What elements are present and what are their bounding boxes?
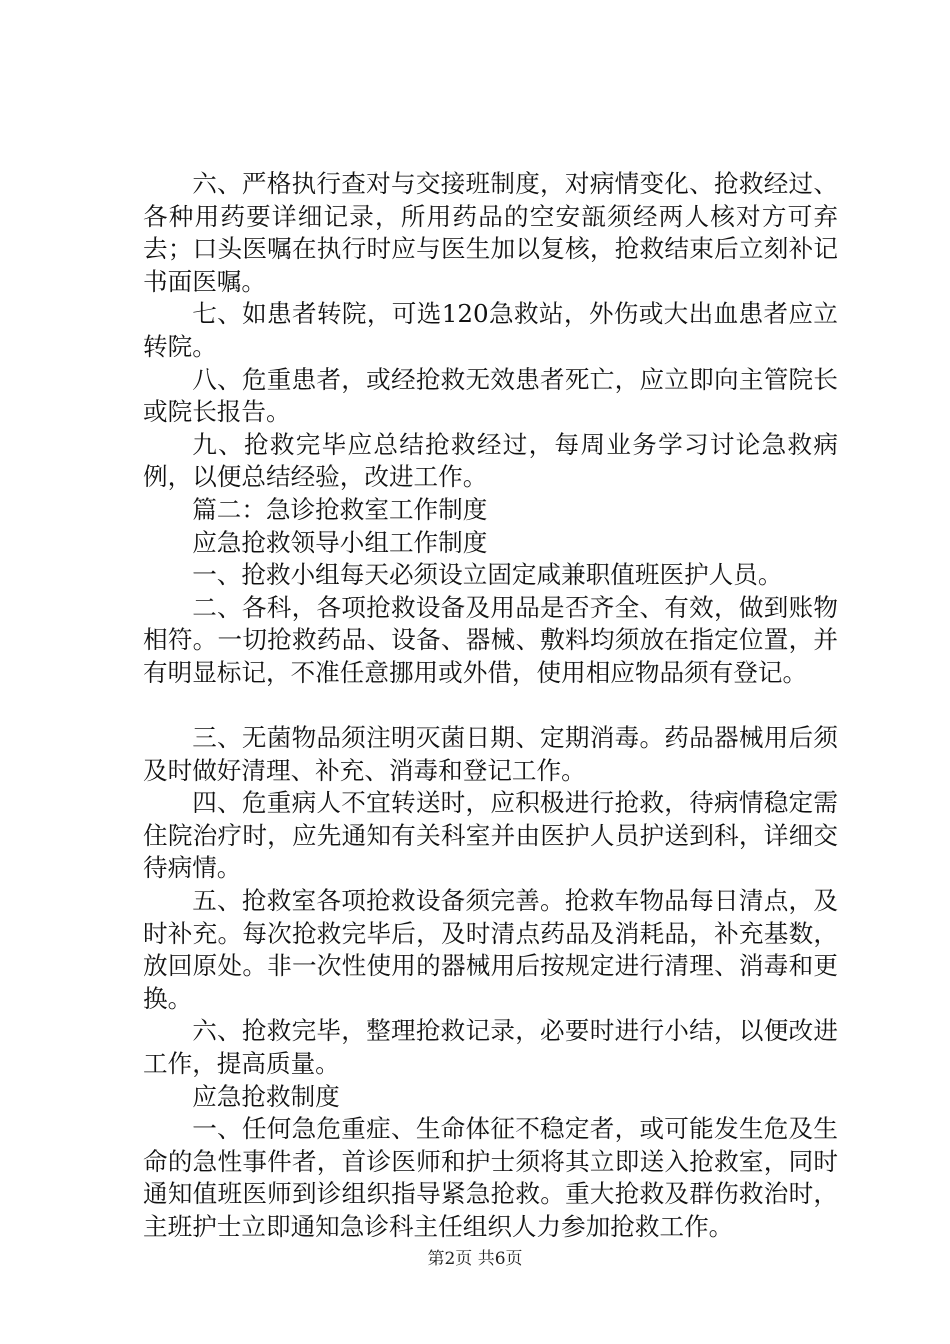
paragraph-item-2-equipment: 二、各科，各项抢救设备及用品是否齐全、有效，做到账物相符。一切抢救药品、设备、器械、敷料均须放在指定位置，并有明显标记，不准任意挪用或外借，使用相应物品须有登记。 xyxy=(143,592,838,687)
paragraph-item-3-sterile: 三、无菌物品须注明灭菌日期、定期消毒。药品器械用后须及时做好清理、补充、消毒和登记工作。 xyxy=(143,723,838,785)
paragraph-item-7-transfer: 七、如患者转院，可选120急救站，外伤或大出血患者应立转院。 xyxy=(143,299,838,361)
paragraph-item-9-summary: 九、抢救完毕应总结抢救经过，每周业务学习讨论急救病例，以便总结经验，改进工作。 xyxy=(143,429,838,492)
paragraph-item-5-facilities: 五、抢救室各项抢救设备须完善。抢救车物品每日清点，及时补充。每次抢救完毕后，及时清点药品及消耗品，补充基数，放回原处。非一次性使用的器械用后按规定进行清理、消毒和更换。 xyxy=(143,886,838,1013)
paragraph-item-6-records: 六、抢救完毕，整理抢救记录，必要时进行小结，以便改进工作，提高质量。 xyxy=(143,1016,838,1079)
paragraph-item-1-emergency: 一、任何急危重症、生命体征不稳定者，或可能发生危及生命的急性事件者，首诊医师和护士须将其立即送入抢救室，同时通知值班医师到诊组织指导紧急抢救。重大抢救及群伤救治时，主班护士立即通知急诊科主任组织人力参加抢救工作。 xyxy=(143,1114,838,1241)
section-heading-part-two: 篇二：急诊抢救室工作制度 xyxy=(192,494,488,524)
blank-line xyxy=(143,690,838,723)
paragraph-item-6-record: 六、严格执行查对与交接班制度，对病情变化、抢救经过、各种用药要详细记录，所用药品的空安瓿须经两人核对方可弃去；口头医嘱在执行时应与医生加以复核，抢救结束后立刻补记书面医嘱。 xyxy=(143,169,838,296)
paragraph-item-8-report: 八、危重患者，或经抢救无效患者死亡，应立即向主管院长或院长报告。 xyxy=(143,364,838,427)
paragraph-item-1-duty: 一、抢救小组每天必须设立固定咸兼职值班医护人员。 xyxy=(192,560,783,590)
page-number-footer: 第2页 共6页 xyxy=(427,1249,523,1269)
document-body xyxy=(143,168,838,1244)
section-heading-leadership-group: 应急抢救领导小组工作制度 xyxy=(192,527,488,557)
paragraph-item-4-critical: 四、危重病人不宜转送时，应积极进行抢救，待病情稳定需住院治疗时，应先通知有关科室并由医护人员护送到科，详细交待病情。 xyxy=(143,788,838,883)
section-heading-emergency-rescue: 应急抢救制度 xyxy=(192,1081,340,1111)
